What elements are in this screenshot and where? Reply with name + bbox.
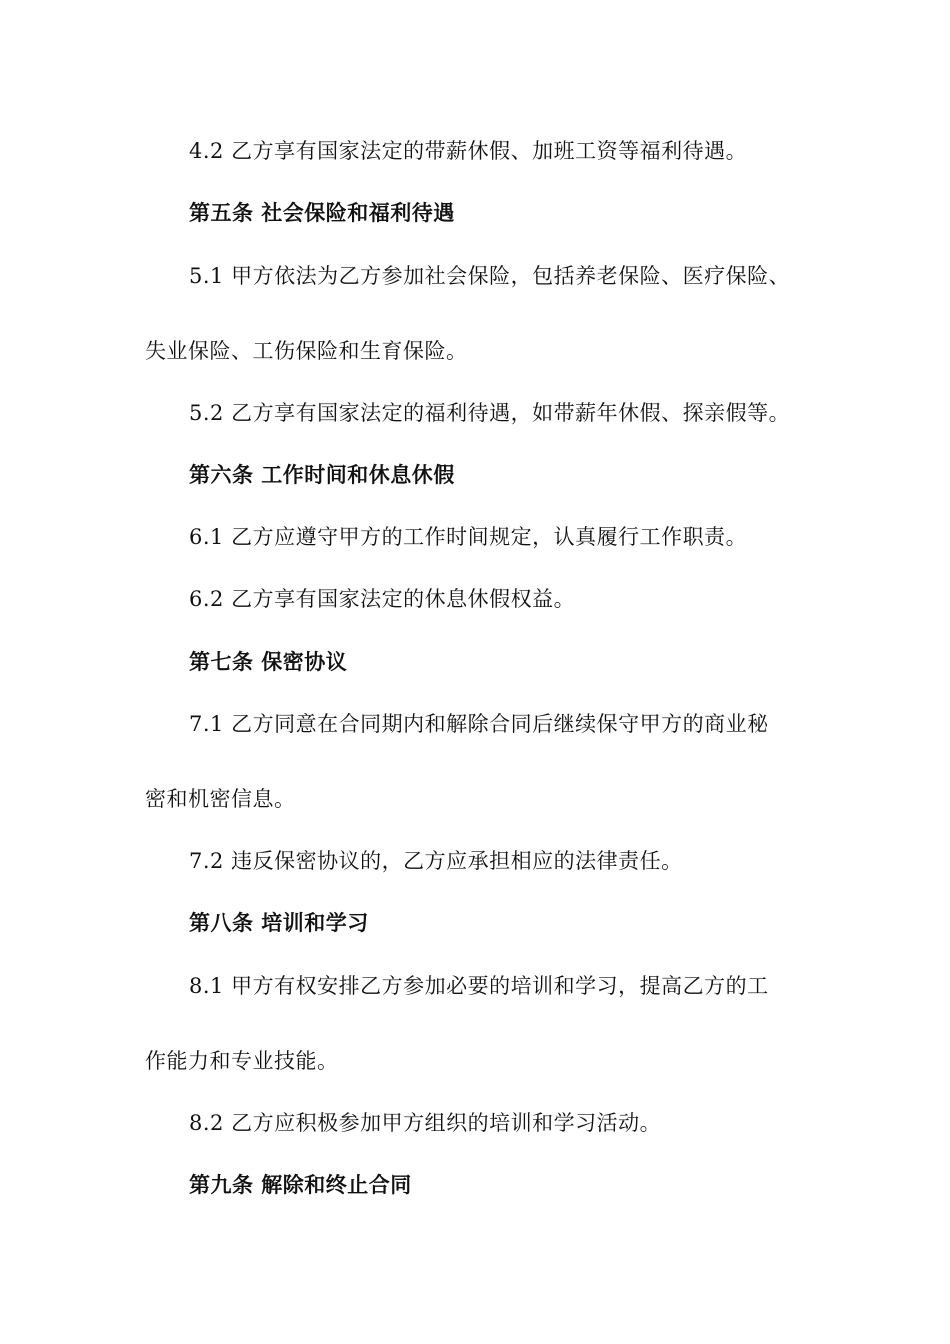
clause-7-1-line-2: 密和机密信息。	[145, 787, 296, 811]
clause-7-1-line-1: 7.1 乙方同意在合同期内和解除合同后继续保守甲方的商业秘	[189, 712, 769, 736]
article-5-heading: 第五条 社会保险和福利待遇	[189, 201, 455, 225]
clause-8-1-line-2: 作能力和专业技能。	[145, 1049, 339, 1073]
clause-4-2: 4.2 乙方享有国家法定的带薪休假、加班工资等福利待遇。	[189, 139, 748, 163]
article-7-heading: 第七条 保密协议	[189, 650, 348, 674]
clause-8-2: 8.2 乙方应积极参加甲方组织的培训和学习活动。	[189, 1111, 662, 1135]
clause-7-2: 7.2 违反保密协议的，乙方应承担相应的法律责任。	[189, 849, 683, 873]
clause-6-2: 6.2 乙方享有国家法定的休息休假权益。	[189, 587, 576, 611]
clause-5-1-line-2: 失业保险、工伤保险和生育保险。	[145, 339, 468, 363]
article-9-heading: 第九条 解除和终止合同	[189, 1173, 412, 1197]
clause-6-1: 6.1 乙方应遵守甲方的工作时间规定，认真履行工作职责。	[189, 525, 748, 549]
clause-8-1-line-1: 8.1 甲方有权安排乙方参加必要的培训和学习，提高乙方的工	[189, 974, 769, 998]
clause-5-1-line-1: 5.1 甲方依法为乙方参加社会保险，包括养老保险、医疗保险、	[189, 264, 791, 288]
article-6-heading: 第六条 工作时间和休息休假	[189, 463, 455, 487]
clause-5-2: 5.2 乙方享有国家法定的福利待遇，如带薪年休假、探亲假等。	[189, 401, 791, 425]
article-8-heading: 第八条 培训和学习	[189, 911, 369, 935]
